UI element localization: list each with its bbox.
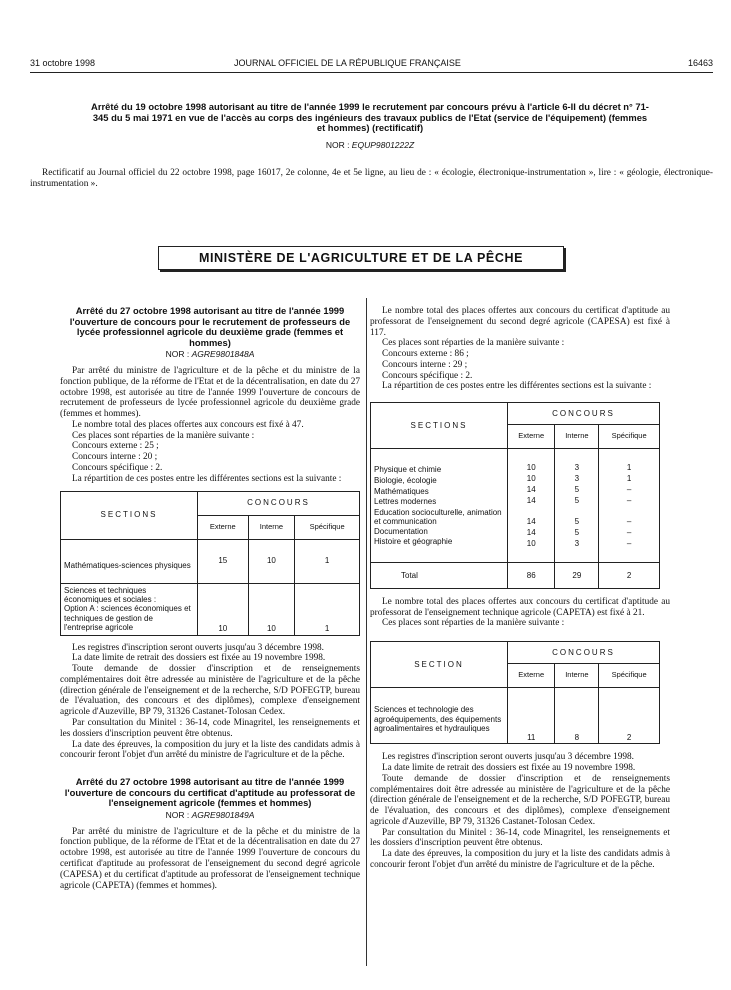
nor-label: NOR : xyxy=(165,349,192,360)
cell-interne: 3 xyxy=(574,463,580,473)
table-row xyxy=(61,583,360,635)
right-para: Les registres d'inscription seront ouverts jusqu'au 3 décembre 1998. xyxy=(382,752,634,763)
row-label xyxy=(61,583,198,635)
ministry-title: MINISTÈRE DE L'AGRICULTURE ET DE LA PÊCHE xyxy=(198,251,524,265)
col-header-interne: Interne xyxy=(555,425,599,449)
running-header xyxy=(30,58,713,72)
cell-interne: 5 xyxy=(574,484,580,494)
column-externe xyxy=(508,449,555,563)
row-label: Documentation xyxy=(374,526,428,536)
list-item: Concours interne : 29 ; xyxy=(382,359,468,370)
article-1-para: Les registres d'inscription seront ouverts jusqu'au 3 décembre 1998. xyxy=(72,642,324,653)
rectif-nor xyxy=(90,141,650,151)
article-1-nor xyxy=(60,350,360,360)
right-para: Toute demande de dossier d'inscription et de renseignements complémentaires doit être adressée au ministère de l'agriculture et de la pêche (direction générale de l'enseignement et de la recherche, S/D POFEGTP, bureau de l'évaluation, des concours et des diplômes), complexe d'enseignement agricole d'Auzeville, BP 79, 31326 Castanet-Tolosan Cedex. xyxy=(370,773,670,827)
col-header-specifique: Spécifique xyxy=(295,515,360,539)
total-externe: 86 xyxy=(508,562,555,588)
cell-specifique: 1 xyxy=(295,583,360,635)
section-table-3 xyxy=(370,641,660,744)
cell-specifique: – xyxy=(626,495,632,505)
article-2-para: Par arrêté du ministre de l'agriculture et de la pêche et du ministre de la fonction publique, de la réforme de l'Etat et de la décentralisation en date du 27 octobre 1998, est autorisée au titre de l'année 1999 l'ouverture de concours du certificat d'aptitude au professorat de l'enseignement du second degré agricole (CAPESA) et du certificat d'aptitude au professorat de l'enseignement technique agricole (CAPETA) (femmes et hommes). xyxy=(60,826,360,891)
cell-externe: 14 xyxy=(526,517,536,527)
places-list xyxy=(370,349,670,381)
total-row xyxy=(371,562,660,588)
col-header-specifique: Spécifique xyxy=(599,425,660,449)
column-divider xyxy=(366,298,367,966)
col-header-interne: Interne xyxy=(248,515,295,539)
nor-code: AGRE9801849A xyxy=(191,809,255,820)
list-item: Concours spécifique : 2. xyxy=(382,370,473,381)
article-1-para: Par consultation du Minitel : 36-14, code Minagritel, les renseignements et les dossiers d'inscription peuvent être obtenus. xyxy=(60,718,360,739)
cell-interne: 3 xyxy=(574,474,580,484)
right-para: La date limite de retrait des dossiers est fixée au 19 novembre 1998. xyxy=(382,762,636,773)
sections-table-2 xyxy=(370,402,660,589)
column-interne xyxy=(555,449,599,563)
header-journal-title: JOURNAL OFFICIEL DE LA RÉPUBLIQUE FRANÇAISE xyxy=(234,58,461,68)
list-item: Concours spécifique : 2. xyxy=(72,463,163,474)
col-header-concours: CONCOURS xyxy=(508,642,660,664)
cell-interne: 5 xyxy=(574,528,580,538)
table-row xyxy=(61,539,360,583)
header-rule xyxy=(30,72,713,73)
cell-externe: 11 xyxy=(508,688,555,744)
sections-table-1 xyxy=(60,491,360,636)
cell-externe: 10 xyxy=(526,539,536,549)
rectif-title: Arrêté du 19 octobre 1998 autorisant au titre de l'année 1999 le recrutement par concours prévu à l'article 6-II du décret n° 71-345 du 5 mai 1971 en vue de l'accès au corps des ingénieurs des travaux publics de l'Etat (service de l'équipement) (femmes et hommes) (rectificatif) xyxy=(91,101,649,134)
cell-specifique: – xyxy=(626,528,632,538)
right-para: Par consultation du Minitel : 36-14, code Minagritel, les renseignements et les dossiers d'inscription peuvent être obtenus. xyxy=(370,827,670,849)
rectif-body: Rectificatif au Journal officiel du 22 octobre 1998, page 16017, 2e colonne, 4e et 5e ligne, au lieu de : « écologie, électronique-instrumentation », lire : « géologie, électronique-instrumentation ». xyxy=(30,168,713,189)
row-label: Sciences et technologie des agroéquipements, des équipements agroalimentaires et hydrauliques xyxy=(371,688,508,744)
row-label: Physique et chimie xyxy=(374,464,442,474)
cell-interne: 8 xyxy=(555,688,599,744)
col-header-externe: Externe xyxy=(198,515,249,539)
nor-label: NOR : xyxy=(165,809,192,820)
column-specifique xyxy=(599,449,660,563)
cell-interne: 10 xyxy=(248,583,295,635)
right-para: La répartition de ces postes entre les différentes sections est la suivante : xyxy=(382,381,652,392)
cell-externe: 10 xyxy=(526,463,536,473)
cell-externe: 10 xyxy=(526,474,536,484)
row-label: Histoire et géographie xyxy=(374,537,453,547)
cell-interne: 3 xyxy=(574,539,580,549)
table-body-row xyxy=(371,449,660,563)
article-1-para: Toute demande de dossier d'inscription et de renseignements complémentaires doit être adressée au ministère de l'agriculture et de la pêche (direction générale de l'enseignement et de la recherche, S/D POFEGTP, bureau de l'évaluation, des concours et des diplômes), complexe d'enseignement agricole d'Auzeville, BP 79, 31326 Castanet-Tolosan Cedex. xyxy=(60,664,360,718)
article-2-title: Arrêté du 27 octobre 1998 autorisant au titre de l'année 1999 l'ouverture de concours du certificat d'aptitude au professorat de l'enseignement agricole (femmes et hommes) xyxy=(64,776,356,809)
right-para: Le nombre total des places offertes aux concours du certificat d'aptitude au professorat de l'enseignement technique agricole (CAPETA) est fixé à 21. xyxy=(370,596,670,618)
places-list xyxy=(60,441,360,473)
col-header-interne: Interne xyxy=(555,664,599,688)
cell-specifique: – xyxy=(626,539,632,549)
row-label: Lettres modernes xyxy=(374,497,437,507)
cell-specifique: 1 xyxy=(295,539,360,583)
article-1-para: La date des épreuves, la composition du jury et la liste des candidats admis à concourir feront l'objet d'un arrêté du ministre de l'agriculture et de la pêche. xyxy=(60,739,360,761)
total-label: Total xyxy=(371,562,508,588)
col-header-section: SECTION xyxy=(371,642,508,688)
cell-specifique: 1 xyxy=(626,463,632,473)
row-label: Education socioculturelle, animation et communication xyxy=(374,508,502,527)
cell-externe: 14 xyxy=(526,528,536,538)
col-header-concours: CONCOURS xyxy=(198,491,360,515)
cell-externe: 14 xyxy=(526,495,536,505)
nor-code: EQUP9801222Z xyxy=(351,140,415,150)
row-label-option: Option A : sciences économiques et techniques de gestion de l'entreprise agricole xyxy=(64,604,191,632)
article-1-para: Le nombre total des places offertes aux concours est fixé à 47. xyxy=(72,419,304,430)
article-1-para: Ces places sont réparties de la manière suivante : xyxy=(72,430,255,441)
cell-interne: 5 xyxy=(574,495,580,505)
table-row xyxy=(371,688,660,744)
cell-interne: 10 xyxy=(248,539,295,583)
cell-specifique: – xyxy=(626,517,632,527)
ministry-banner xyxy=(158,246,564,270)
cell-interne: 5 xyxy=(574,517,580,527)
list-item: Concours externe : 86 ; xyxy=(382,349,469,360)
row-labels xyxy=(371,449,508,563)
right-column xyxy=(370,306,670,871)
right-para: Le nombre total des places offertes aux concours du certificat d'aptitude au professorat de l'enseignement du second degré agricole (CAPESA) est fixé à 117. xyxy=(370,306,670,338)
article-1-para: La date limite de retrait des dossiers est fixée au 19 novembre 1998. xyxy=(72,653,326,664)
right-para: Ces places sont réparties de la manière suivante : xyxy=(382,338,565,349)
cell-externe: 15 xyxy=(198,539,249,583)
nor-code: AGRE9801848A xyxy=(191,349,255,360)
header-date: 31 octobre 1998 xyxy=(30,58,96,68)
header-page-number: 16463 xyxy=(687,58,713,68)
row-label: Mathématiques-sciences physiques xyxy=(61,539,198,583)
col-header-concours: CONCOURS xyxy=(508,403,660,425)
row-label: Biologie, écologie xyxy=(374,475,437,485)
cell-externe: 14 xyxy=(526,484,536,494)
row-label-main: Sciences et techniques économiques et sociales : xyxy=(64,585,157,605)
total-specifique: 2 xyxy=(599,562,660,588)
row-label: Mathématiques xyxy=(374,486,429,496)
col-header-externe: Externe xyxy=(508,425,555,449)
article-1-para: La répartition de ces postes entre les différentes sections est la suivante : xyxy=(72,473,342,484)
left-column xyxy=(60,306,360,891)
col-header-externe: Externe xyxy=(508,664,555,688)
total-interne: 29 xyxy=(555,562,599,588)
list-item: Concours interne : 20 ; xyxy=(72,452,158,463)
col-header-specifique: Spécifique xyxy=(599,664,660,688)
cell-externe: 10 xyxy=(198,583,249,635)
article-1-para: Par arrêté du ministre de l'agriculture et de la pêche et du ministre de la fonction publique, de la réforme de l'Etat et de la décentralisation, en date du 27 octobre 1998, est autorisée au titre de l'année 1999 l'ouverture de concours de recrutement de professeurs de lycée professionnel agricole du deuxième grade (femmes et hommes). xyxy=(60,365,360,420)
col-header-sections: SECTIONS xyxy=(371,403,508,449)
article-2-nor xyxy=(60,811,360,821)
cell-specifique: 2 xyxy=(599,688,660,744)
cell-specifique: 1 xyxy=(626,474,632,484)
nor-label: NOR : xyxy=(325,140,352,150)
article-1-title: Arrêté du 27 octobre 1998 autorisant au titre de l'année 1999 l'ouverture de concours pour le recrutement de professeurs de lycée professionnel agricole du deuxième grade (femmes et hommes) xyxy=(69,305,351,348)
cell-specifique: – xyxy=(626,484,632,494)
col-header-sections: SECTIONS xyxy=(61,491,198,539)
list-item: Concours externe : 25 ; xyxy=(72,441,159,452)
right-para: La date des épreuves, la composition du jury et la liste des candidats admis à concourir feront l'objet d'un arrêté du ministre de l'agriculture et de la pêche. xyxy=(370,849,670,870)
right-para: Ces places sont réparties de la manière suivante : xyxy=(382,618,565,629)
